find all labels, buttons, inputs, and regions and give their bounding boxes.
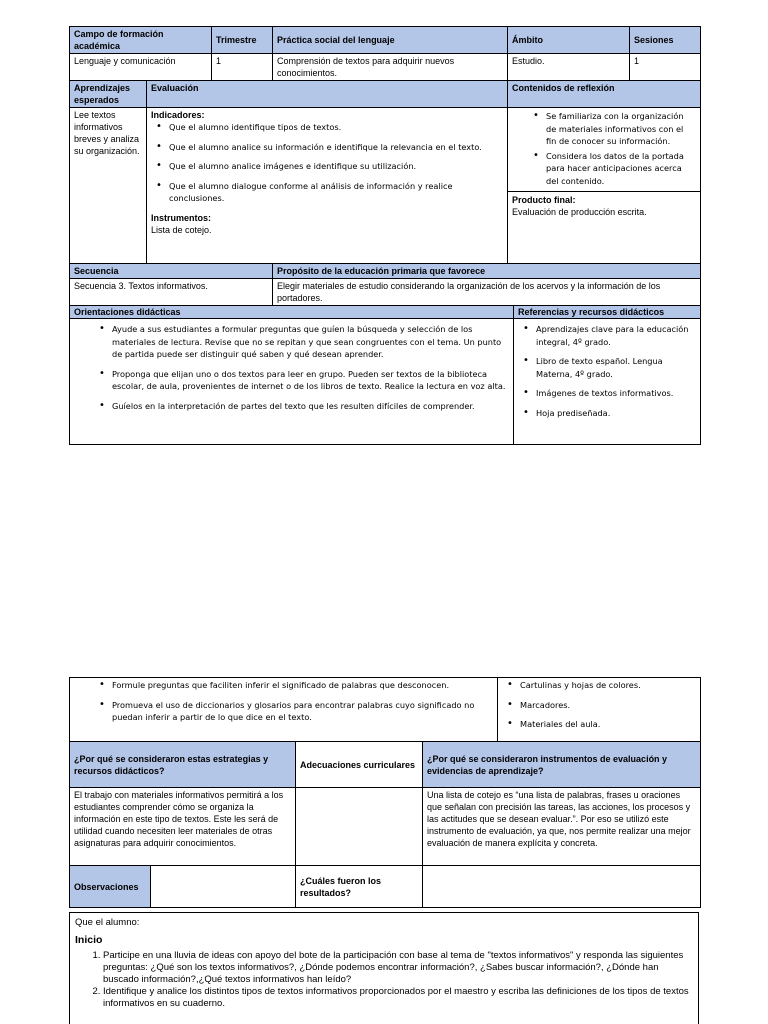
evaluacion-header: Evaluación — [147, 81, 508, 108]
proposito-value: Elegir materiales de estudio considerando la organización de los acervos y la información de los portadores. — [273, 279, 701, 306]
list-item: • Que el alumno analice imágenes e identifique su utilización. — [169, 160, 503, 173]
indicadores-label: Indicadores: — [151, 110, 205, 120]
list-item: • Ayude a sus estudiantes a formular preguntas que guíen la búsqueda y selección de los materiales de lectura. Revise que no se repitan y que sean congruentes con el tema. Un punto de partida puede ser distinguir qué saben y qué desean aprender. — [112, 323, 509, 361]
orientaciones-header: Orientaciones didácticas — [70, 306, 514, 319]
ambito-header: Ámbito — [508, 27, 630, 54]
indicadores-list — [151, 121, 503, 205]
ambito-value: Estudio. — [508, 54, 630, 81]
list-item: • Promueva el uso de diccionarios y glosarios para encontrar palabras cuyo significado no puedan inferir a partir de lo que dice en el texto. — [112, 699, 493, 724]
secuencia-value: Secuencia 3. Textos informativos. — [70, 279, 273, 306]
trimestre-header: Trimestre — [212, 27, 273, 54]
instructions-intro: Que el alumno: — [75, 917, 140, 928]
list-item: • Que el alumno analice su información e identifique la relevancia en el texto. — [169, 141, 503, 154]
trimestre-value: 1 — [212, 54, 273, 81]
porque-instrumentos-value: Una lista de cotejo es “una lista de palabras, frases u oraciones que señalan con precisión las tareas, las acciones, los procesos y las actitudes que se desean evaluar.”. Por eso se utilizó este instrumento de evaluación, ya que, nos permite realizar una mejor evaluación de manera explícita y concreta. — [423, 788, 701, 866]
practica-header: Práctica social del lenguaje — [273, 27, 508, 54]
list-item: 2. Identifique y analice los distintos tipos de textos informativos proporcionados por el maestro y escriba las definiciones de los tipos de textos informativos en su cuaderno. — [103, 986, 693, 1010]
list-item: • Marcadores. — [520, 699, 696, 712]
instrumentos-value: Lista de cotejo. — [151, 224, 212, 235]
list-item: • Que el alumno identifique tipos de textos. — [169, 121, 503, 134]
list-item: • Considera los datos de la portada para hacer anticipaciones acerca del contenido. — [546, 150, 696, 188]
campo-header: Campo de formación académica — [70, 27, 212, 54]
list-item: • Formule preguntas que faciliten inferir el significado de palabras que desconocen. — [112, 679, 493, 692]
list-item: • Que el alumno dialogue conforme al análisis de información y realice conclusiones. — [169, 180, 503, 205]
list-item: 1. Participe en una lluvia de ideas con apoyo del bote de la participación con base al tema de "textos informativos" y responda las siguientes preguntas: ¿Qué son los textos informativos?, ¿Dónde podemos encontrar información?, ¿Sabes buscar información?, ¿Dónde han buscado información?,¿Qué textos informativos han leído? — [103, 950, 693, 986]
inicio-label: Inicio — [75, 934, 103, 946]
list-item: • Cartulinas y hojas de colores. — [520, 679, 696, 692]
porque-estrategias-header: ¿Por qué se consideraron estas estrategias y recursos didácticos? — [70, 742, 296, 788]
producto-label: Producto final: — [512, 195, 576, 205]
practica-value: Comprensión de textos para adquirir nuevos conocimientos. — [273, 54, 508, 81]
secuencia-header: Secuencia — [70, 264, 273, 279]
referencias-cont-list — [502, 679, 696, 731]
planning-table — [69, 26, 701, 445]
referencias-cell — [514, 319, 701, 445]
list-item: • Se familiariza con la organización de materiales informativos con el fin de conocer su información. — [546, 110, 696, 148]
orientaciones-cont-cell — [70, 678, 498, 742]
referencias-header: Referencias y recursos didácticos — [514, 306, 701, 319]
sesiones-value: 1 — [630, 54, 701, 81]
observaciones-value — [151, 866, 296, 908]
producto-value: Evaluación de producción escrita. — [512, 207, 647, 217]
list-item: • Aprendizajes clave para la educación integral, 4º grado. — [536, 323, 696, 348]
continuation-table — [69, 677, 701, 908]
list-item: • Proponga que elijan uno o dos textos para leer en grupo. Pueden ser textos de la biblioteca escolar, de aula, provenientes de internet o de los libros de texto. Realice la lectura en voz alta. — [112, 368, 509, 393]
list-item: • Hoja prediseñada. — [536, 407, 696, 420]
adecuaciones-header: Adecuaciones curriculares — [296, 742, 423, 788]
contenidos-header: Contenidos de reflexión — [508, 81, 701, 108]
instrumentos-label: Instrumentos: — [151, 212, 212, 223]
resultados-header: ¿Cuáles fueron los resultados? — [296, 866, 423, 908]
list-item: • Imágenes de textos informativos. — [536, 387, 696, 400]
instructions-steps — [75, 950, 693, 1010]
porque-instrumentos-header: ¿Por qué se consideraron instrumentos de evaluación y evidencias de aprendizaje? — [423, 742, 701, 788]
aprendizajes-value: Lee textos informativos breves y analiza su organización. — [70, 108, 147, 264]
referencias-list — [518, 323, 696, 419]
list-item: • Libro de texto español. Lengua Materna, 4º grado. — [536, 355, 696, 380]
proposito-header: Propósito de la educación primaria que favorece — [273, 264, 701, 279]
sesiones-header: Sesiones — [630, 27, 701, 54]
orientaciones-cell — [70, 319, 514, 445]
campo-value: Lenguaje y comunicación — [70, 54, 212, 81]
list-item: • Guíelos en la interpretación de partes del texto que les resulten difíciles de comprender. — [112, 400, 509, 413]
porque-estrategias-value: El trabajo con materiales informativos permitirá a los estudiantes comprender cómo se organiza la información en este tipo de textos. Este les será de utilidad cuando necesiten leer materiales de otras asignaturas para adquirir conocimientos. — [70, 788, 296, 866]
observaciones-header: Observaciones — [70, 866, 151, 908]
orientaciones-list — [74, 323, 509, 412]
resultados-value — [423, 866, 701, 908]
instructions-box — [69, 912, 699, 1024]
evaluacion-cell — [147, 108, 508, 264]
aprendizajes-header: Aprendizajes esperados — [70, 81, 147, 108]
referencias-cont-cell — [498, 678, 701, 742]
adecuaciones-value — [296, 788, 423, 866]
contenidos-cell — [508, 108, 701, 264]
list-item: • Materiales del aula. — [520, 718, 696, 731]
contenidos-list — [512, 110, 696, 187]
orientaciones-cont-list — [74, 679, 493, 724]
